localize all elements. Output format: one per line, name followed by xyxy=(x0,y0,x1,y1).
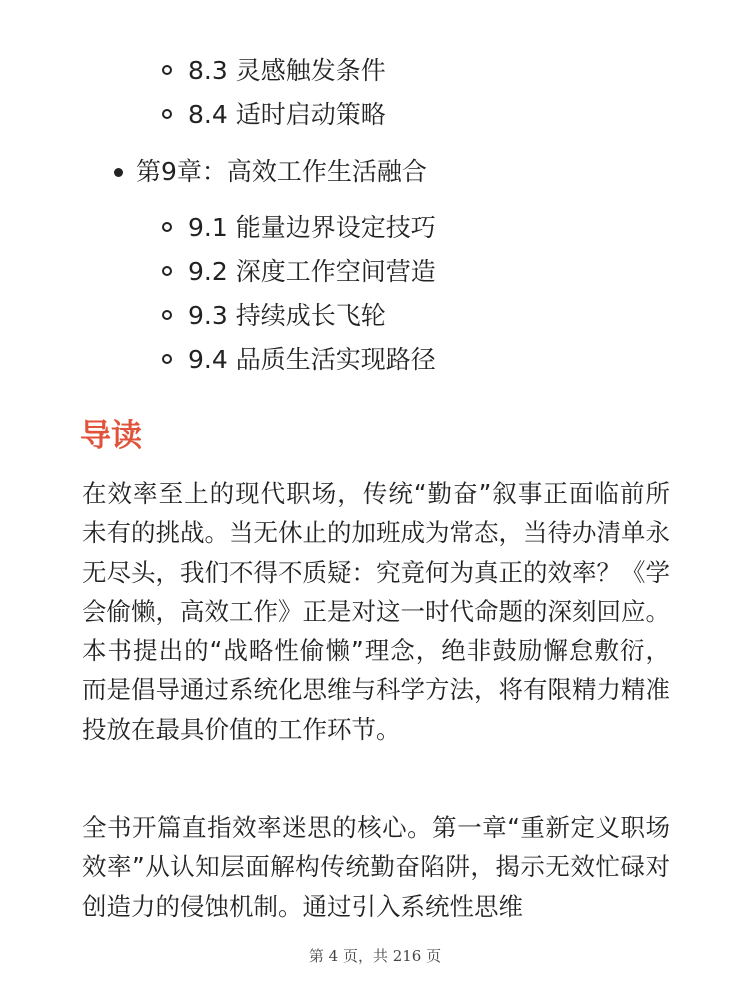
circle-bullet-icon xyxy=(162,354,172,364)
toc-item-label: 9.2 深度工作空间营造 xyxy=(188,257,436,286)
toc-item-label: 9.4 品质生活实现路径 xyxy=(188,345,436,374)
toc-item-label: 8.3 灵感触发条件 xyxy=(188,56,386,85)
toc-item-9-3[interactable] xyxy=(162,294,682,338)
toc-chapter8-sublist xyxy=(162,49,682,137)
body-paragraph-1: 在效率至上的现代职场，传统“勤奋”叙事正面临前所未有的挑战。当无休止的加班成为常态，当待办清单永无尽头，我们不得不质疑：究竟何为真正的效率？《学会偷懒，高效工作》正是对这一时代命题的深刻回应。本书提出的“战略性偷懒”理念，绝非鼓励懈怠敷衍，而是倡导通过系统化思维与科学方法，将有限精力精准投放在最具价值的工作环节。 xyxy=(82,479,670,744)
circle-bullet-icon xyxy=(162,109,172,119)
toc-chapter-label: 第9章：高效工作生活融合 xyxy=(136,157,427,186)
toc-item-9-4[interactable] xyxy=(162,338,682,382)
disc-bullet-icon xyxy=(114,168,123,177)
toc-chapter-9[interactable] xyxy=(110,150,670,194)
circle-bullet-icon xyxy=(162,310,172,320)
section-heading: 导读 xyxy=(80,418,142,454)
toc-item-label: 8.4 适时启动策略 xyxy=(188,100,386,129)
toc-item-9-2[interactable] xyxy=(162,250,682,294)
circle-bullet-icon xyxy=(162,222,172,232)
page-number-footer: 第 4 页，共 216 页 xyxy=(308,947,442,965)
toc-item-8-3[interactable] xyxy=(162,49,682,93)
circle-bullet-icon xyxy=(162,65,172,75)
toc-item-9-1[interactable] xyxy=(162,206,682,250)
toc-item-label: 9.1 能量边界设定技巧 xyxy=(188,213,436,242)
body-paragraph-2: 全书开篇直指效率迷思的核心。第一章“重新定义职场效率”从认知层面解构传统勤奋陷阱，揭示无效忙碌对创造力的侵蚀机制。通过引入系统性思维 xyxy=(82,813,670,921)
toc-item-label: 9.3 持续成长飞轮 xyxy=(188,301,386,330)
toc-item-8-4[interactable] xyxy=(162,93,682,137)
circle-bullet-icon xyxy=(162,266,172,276)
toc-chapter9-sublist xyxy=(162,206,682,382)
